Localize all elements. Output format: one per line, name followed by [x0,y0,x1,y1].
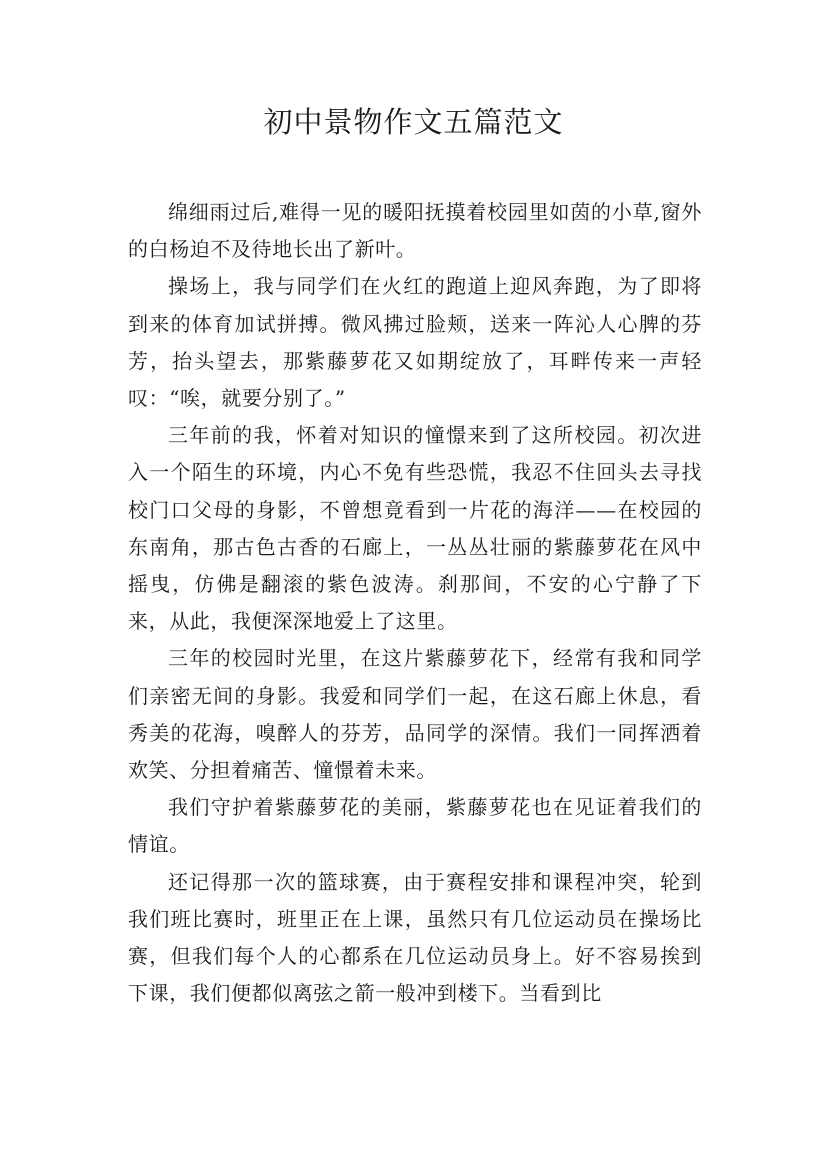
paragraph: 还记得那一次的篮球赛，由于赛程安排和课程冲突，轮到我们班比赛时，班里正在上课，虽然只有几位运动员在操场比赛，但我们每个人的心都系在几位运动员身上。好不容易挨到下课，我们便都似离弦之箭一般冲到楼下。当看到比 [128,869,702,1006]
paragraph: 三年前的我，怀着对知识的憧憬来到了这所校园。初次进入一个陌生的环境，内心不免有些恐慌，我忍不住回头去寻找校门口父母的身影，不曾想竟看到一片花的海洋——在校园的东南角，那古色古香的石廊上，一丛丛壮丽的紫藤萝花在风中摇曳，仿佛是翻滚的紫色波涛。刹那间，不安的心宁静了下来，从此，我便深深地爱上了这里。 [128,423,702,634]
paragraph: 绵细雨过后,难得一见的暖阳抚摸着校园里如茵的小草,窗外的白杨迫不及待地长出了新叶。 [128,200,702,262]
document-title: 初中景物作文五篇范文 [263,105,564,139]
paragraph: 三年的校园时光里，在这片紫藤萝花下，经常有我和同学们亲密无间的身影。我爱和同学们一起，在这石廊上休息，看秀美的花海，嗅醉人的芬芳，品同学的深情。我们一同挥洒着欢笑、分担着痛苦、憧憬着未来。 [128,646,702,783]
document-body [128,194,702,1012]
paragraph: 操场上，我与同学们在火红的跑道上迎风奔跑，为了即将到来的体育加试拼搏。微风拂过脸颊，送来一阵沁人心脾的芬芳，抬头望去，那紫藤萝花又如期绽放了，耳畔传来一声轻叹：“唉，就要分别了。” [128,274,702,411]
paragraph: 我们守护着紫藤萝花的美丽，紫藤萝花也在见证着我们的情谊。 [128,795,702,857]
